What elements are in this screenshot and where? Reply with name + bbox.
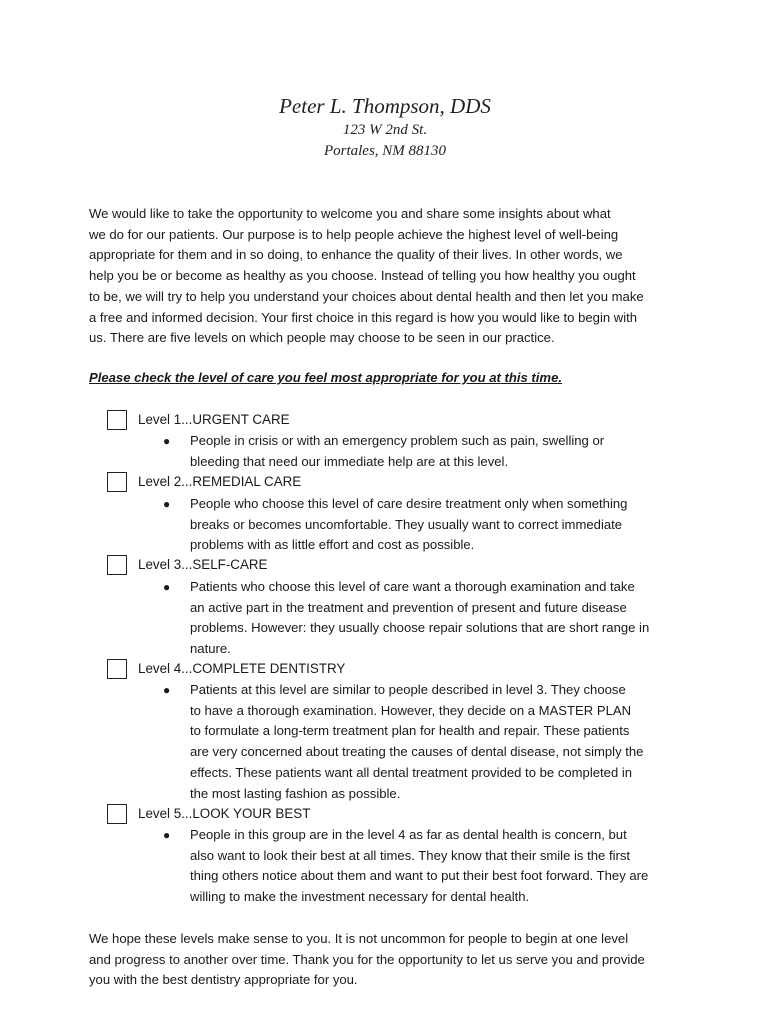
description-line: problems with as little effort and cost as possible. xyxy=(190,537,475,553)
closing-line: and progress to another over time. Thank you for the opportunity to let us serve you and provide xyxy=(89,951,645,967)
bullet-icon: ● xyxy=(163,434,171,448)
description-line: effects. These patients want all dental treatment provided to be completed in xyxy=(190,764,633,780)
description-line: are very concerned about treating the causes of dental disease, not simply the xyxy=(190,744,644,760)
description-line: willing to make the investment necessary for dental health. xyxy=(190,889,530,905)
bullet-icon: ● xyxy=(163,683,171,697)
description-line: problems. However: they usually choose repair solutions that are short range in xyxy=(190,620,650,636)
intro-line: appropriate for them and in so doing, to enhance the quality of their lives. In other words, we xyxy=(89,247,623,263)
intro-line: we do for our patients. Our purpose is to help people achieve the highest level of well-being xyxy=(89,226,619,242)
address-city: Portales, NM 88130 xyxy=(323,143,447,159)
instruction-heading: Please check the level of care you feel most appropriate for you at this time. xyxy=(89,370,562,385)
intro-line: us. There are five levels on which people may choose to be seen in our practice. xyxy=(89,330,555,346)
bullet-icon: ● xyxy=(163,580,171,594)
closing-line: We hope these levels make sense to you. It is not uncommon for people to begin at one level xyxy=(89,931,629,946)
intro-line: We would like to take the opportunity to welcome you and share some insights about what xyxy=(89,206,611,221)
description-line: bleeding that need our immediate help are at this level. xyxy=(190,453,509,469)
description-line: an active part in the treatment and prevention of present and future disease xyxy=(190,599,627,615)
intro-paragraph xyxy=(89,204,689,349)
bullet-icon: ● xyxy=(163,828,171,842)
level-2-checkbox[interactable] xyxy=(107,472,127,492)
bullet-icon: ● xyxy=(163,497,171,511)
level-4-title: Level 4...COMPLETE DENTISTRY xyxy=(138,661,346,676)
level-4-checkbox[interactable] xyxy=(107,659,127,679)
level-5-checkbox[interactable] xyxy=(107,804,127,824)
address-street: 123 W 2nd St. xyxy=(342,122,428,138)
description-line: nature. xyxy=(190,641,231,657)
level-4-description xyxy=(190,680,690,804)
description-line: People in crisis or with an emergency problem such as pain, swelling or xyxy=(190,433,605,448)
description-line: thing others notice about them and want to put their best foot forward. They are xyxy=(190,868,649,884)
level-3-description xyxy=(190,577,690,660)
description-line: Patients at this level are similar to people described in level 3. They choose xyxy=(190,682,626,697)
description-line: to have a thorough examination. However, they decide on a MASTER PLAN xyxy=(190,702,632,718)
description-line: to formulate a long-term treatment plan for health and repair. These patients xyxy=(190,723,630,739)
intro-line: a free and informed decision. Your first choice in this regard is how you would like to begin with xyxy=(89,309,638,325)
intro-line: help you be or become as healthy as you choose. Instead of telling you how healthy you ought xyxy=(89,268,636,284)
closing-paragraph xyxy=(89,929,689,991)
description-line: Patients who choose this level of care want a thorough examination and take xyxy=(190,579,635,594)
description-line: People who choose this level of care desire treatment only when something xyxy=(190,496,628,511)
level-5-description xyxy=(190,825,690,908)
level-2-title: Level 2...REMEDIAL CARE xyxy=(138,474,302,489)
level-1-title: Level 1...URGENT CARE xyxy=(138,412,290,427)
practice-name: Peter L. Thompson, DDS xyxy=(279,94,491,118)
description-line: also want to look their best at all times. They know that their smile is the first xyxy=(190,847,631,863)
description-line: breaks or becomes uncomfortable. They usually want to correct immediate xyxy=(190,516,623,532)
intro-line: to be, we will try to help you understand your choices about dental health and then let you make xyxy=(89,288,644,304)
description-line: People in this group are in the level 4 as far as dental health is concern, but xyxy=(190,827,627,842)
level-1-description xyxy=(190,431,690,472)
description-line: the most lasting fashion as possible. xyxy=(190,785,401,801)
level-5-title: Level 5...LOOK YOUR BEST xyxy=(138,806,311,821)
level-3-title: Level 3...SELF-CARE xyxy=(138,557,268,572)
level-2-description xyxy=(190,494,690,556)
level-3-checkbox[interactable] xyxy=(107,555,127,575)
closing-line: you with the best dentistry appropriate for you. xyxy=(89,972,358,988)
level-1-checkbox[interactable] xyxy=(107,410,127,430)
